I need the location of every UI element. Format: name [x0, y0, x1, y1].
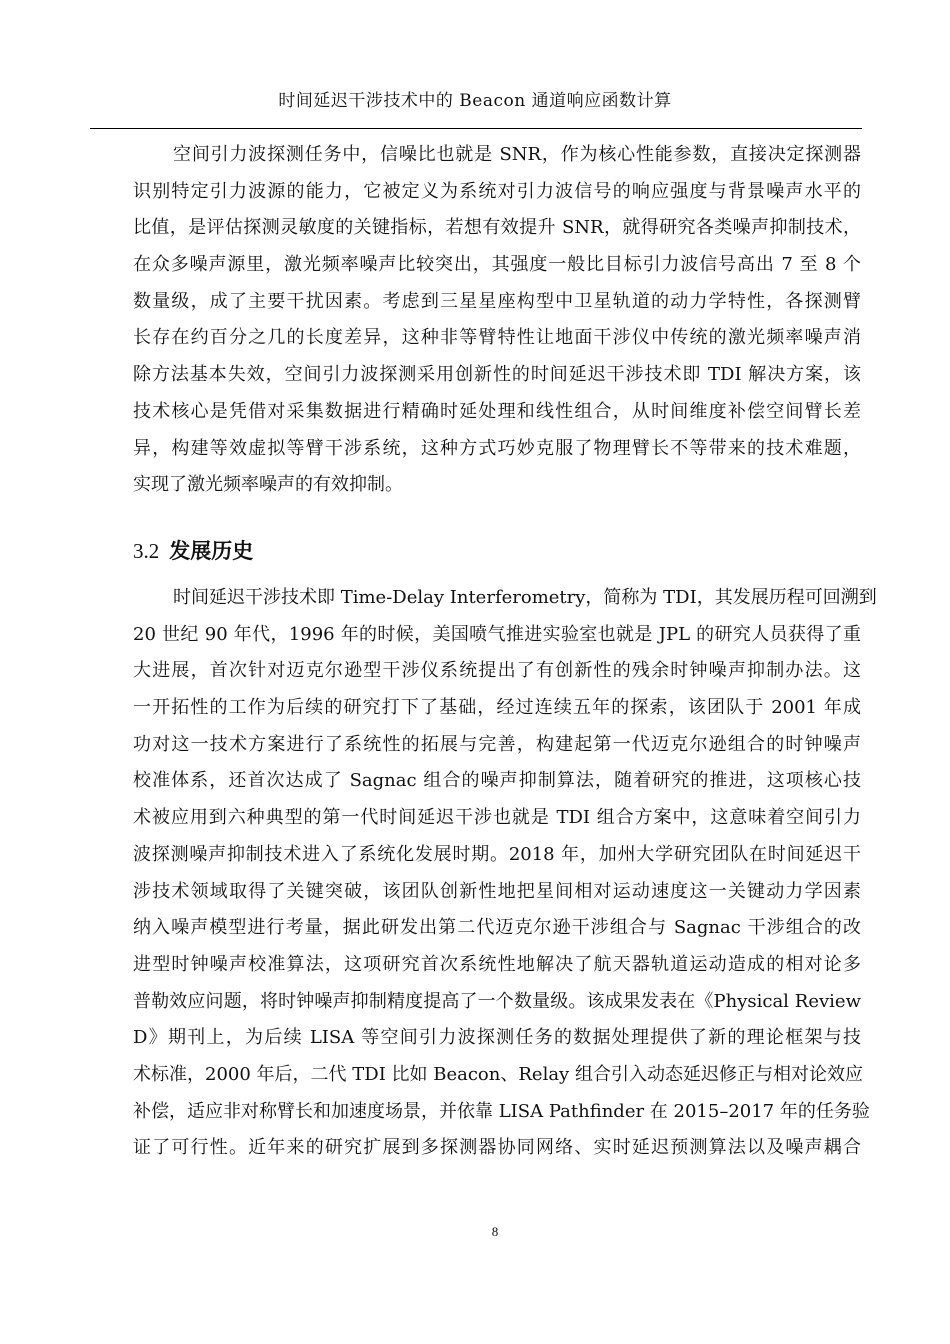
text-line: 除方法基本失效，空间引力波探测采用创新性的时间延迟干涉技术即 TDI 解决方案，该: [133, 364, 861, 386]
page-number: 8: [491, 1224, 499, 1239]
text-line: 长存在约百分之几的长度差异，这种非等臂特性让地面干涉仪中传统的激光频率噪声消: [133, 327, 861, 349]
text-line: 证了可行性。近年来的研究扩展到多探测器协同网络、实时延迟预测算法以及噪声耦合: [133, 1137, 861, 1159]
running-header: 时间延迟干涉技术中的 Beacon 通道响应函数计算: [278, 91, 672, 111]
paragraph-snr-overview: [133, 137, 861, 504]
text-line: 异，构建等效虚拟等臂干涉系统，这种方式巧妙克服了物理臂长不等带来的技术难题，: [133, 437, 861, 459]
text-line: 纳入噪声模型进行考量，据此研发出第二代迈克尔逊干涉组合与 Sagnac 干涉组合的改: [133, 917, 861, 939]
text-line: 涉技术领域取得了关键突破，该团队创新性地把星间相对运动速度这一关键动力学因素: [133, 880, 861, 902]
text-line: 空间引力波探测任务中，信噪比也就是 SNR，作为核心性能参数，直接决定探测器: [173, 144, 861, 165]
paragraph-development-history: [133, 580, 877, 1167]
text-line: D》期刊上，为后续 LISA 等空间引力波探测任务的数据处理提供了新的理论框架与技: [133, 1027, 861, 1049]
text-line: 比值，是评估探测灵敏度的关键指标，若想有效提升 SNR，就得研究各类噪声抑制技术，: [133, 217, 861, 239]
text-line: 在众多噪声源里，激光频率噪声比较突出，其强度一般比目标引力波信号高出 7 至 8 个: [133, 254, 861, 276]
header-divider: [90, 128, 862, 129]
text-line: 功对这一技术方案进行了系统性的拓展与完善，构建起第一代迈克尔逊组合的时钟噪声: [133, 733, 861, 755]
text-line: 识别特定引力波源的能力，它被定义为系统对引力波信号的响应强度与背景噪声水平的: [133, 180, 861, 202]
text-line: 补偿，适应非对称臂长和加速度场景，并依靠 LISA Pathfinder 在 2015–2017 年的任务验: [133, 1100, 870, 1122]
section-title: 发展历史: [169, 539, 254, 563]
text-line: 普勒效应问题，将时钟噪声抑制精度提高了一个数量级。该成果发表在《Physical Review: [133, 990, 861, 1012]
section-number: 3.2: [133, 539, 160, 563]
section-heading: [133, 536, 253, 566]
text-line: 时间延迟干涉技术即 Time-Delay Interferometry，简称为 TDI，其发展历程可回溯到: [173, 587, 877, 608]
text-line: 进型时钟噪声校准算法，这项研究首次系统性地解决了航天器轨道运动造成的相对论多: [133, 953, 861, 975]
text-line: 校准体系，还首次达成了 Sagnac 组合的噪声抑制算法，随着研究的推进，这项核心技: [133, 770, 861, 792]
text-line: 波探测噪声抑制技术进入了系统化发展时期。2018 年，加州大学研究团队在时间延迟干: [133, 843, 861, 865]
text-line: 技术核心是凭借对采集数据进行精确时延处理和线性组合，从时间维度补偿空间臂长差: [133, 400, 861, 422]
text-line: 术标准，2000 年后，二代 TDI 比如 Beacon、Relay 组合引入动态延迟修正与相对论效应: [133, 1063, 863, 1085]
text-line: 20 世纪 90 年代，1996 年的时候，美国喷气推进实验室也就是 JPL 的研究人员获得了重: [133, 623, 861, 645]
text-line: 数量级，成了主要干扰因素。考虑到三星星座构型中卫星轨道的动力学特性，各探测臂: [133, 290, 861, 312]
text-line: 大进展，首次针对迈克尔逊型干涉仪系统提出了有创新性的残余时钟噪声抑制办法。这: [133, 660, 861, 682]
text-line: 术被应用到六种典型的第一代时间延迟干涉也就是 TDI 组合方案中，这意味着空间引力: [133, 807, 861, 829]
text-line: 一开拓性的工作为后续的研究打下了基础，经过连续五年的探索，该团队于 2001 年成: [133, 697, 861, 719]
text-line: 实现了激光频率噪声的有效抑制。: [133, 474, 403, 496]
